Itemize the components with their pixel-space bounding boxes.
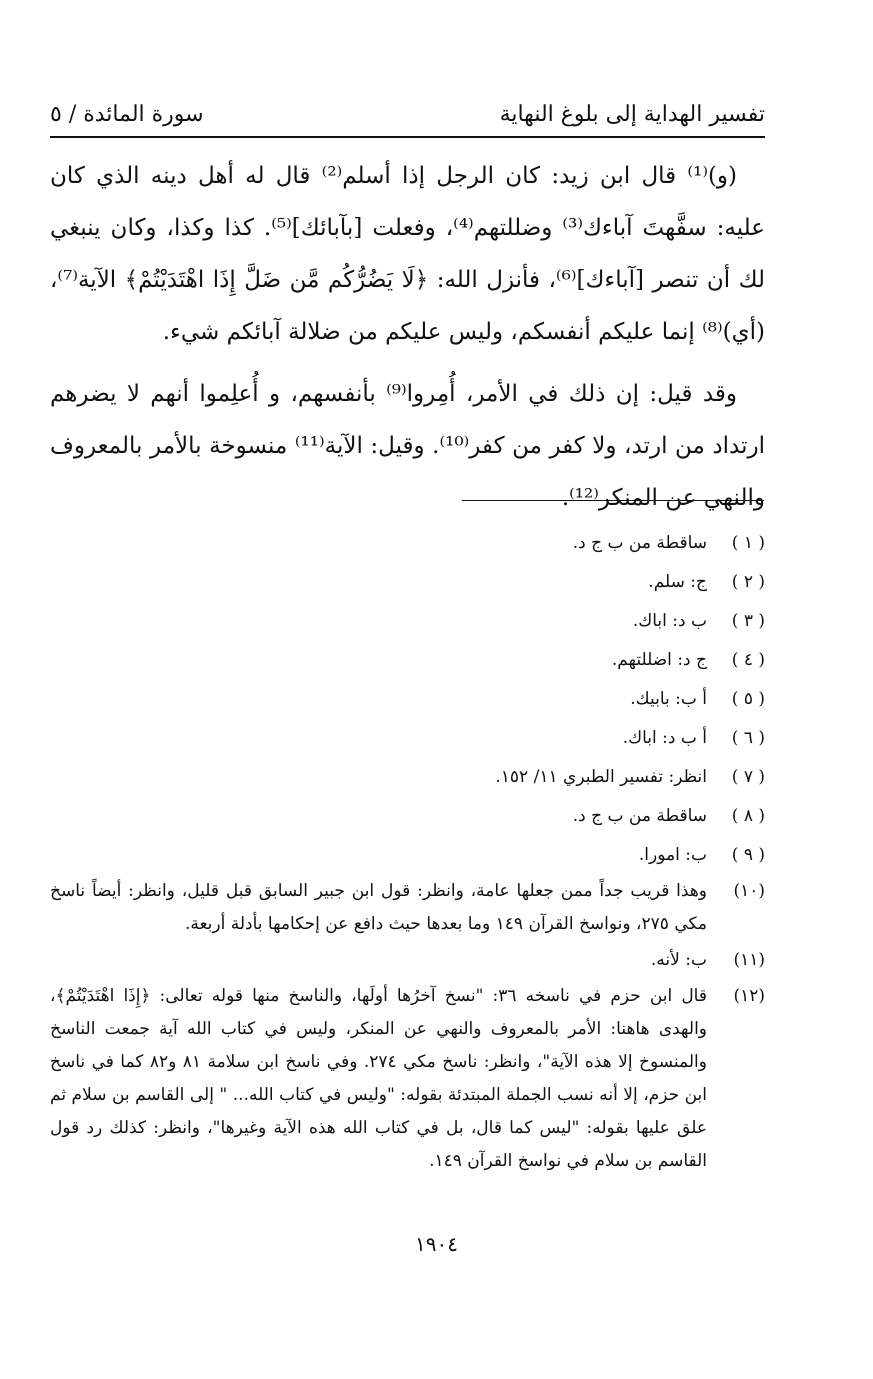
footnote-number: ( ١ ) bbox=[731, 533, 765, 553]
footnote-text: وهذا قريب جداً ممن جعلها عامة، وانظر: قول ابن جبير السابق قبل قليل، وانظر: أيضاً ناسخ مكي ٢٧٥، ونواسخ القرآن ١٤٩ وما بعدها حيث دافع عن إحكامها بأدلة أربعة. bbox=[50, 881, 707, 934]
footnote-number: ( ٦ ) bbox=[731, 728, 765, 748]
footnote bbox=[50, 758, 765, 797]
footnote-text: أ ب: بابيك. bbox=[630, 689, 707, 709]
footnote bbox=[50, 875, 765, 941]
footnote-number: ( ٧ ) bbox=[731, 767, 765, 787]
footnote-number: ( ٥ ) bbox=[731, 689, 765, 709]
paragraph: (و)⁽¹⁾ قال ابن زيد: كان الرجل إذا أسلم⁽²⁾ قال له أهل دينه الذي كان عليه: سفَّهتَ آباءك⁽³⁾ وضللتهم⁽⁴⁾، وفعلت [بآبائك]⁽⁵⁾. كذا وكذا، وكان ينبغي لك أن تنصر [آباءك]⁽⁶⁾، فأنزل الله: ﴿لَا يَضُرُّكُم مَّن ضَلَّ إِذَا اهْتَدَيْتُمْ﴾ الآية⁽⁷⁾، (أي)⁽⁸⁾ إنما عليكم أنفسكم، وليس عليكم من ضلالة آبائكم شيء. bbox=[50, 163, 766, 345]
footnote-number: ( ٨ ) bbox=[731, 806, 765, 826]
footnote-text: ب: لأنه. bbox=[650, 950, 707, 970]
footnote-number: ( ٣ ) bbox=[731, 611, 765, 631]
footnote-number: (١١) bbox=[733, 950, 765, 970]
main-text bbox=[50, 150, 765, 524]
paragraph: وقد قيل: إن ذلك في الأمر، أُمِروا⁽⁹⁾ بأنفسهم، و أُعلِموا أنهم لا يضرهم ارتداد من ارتد، ولا كفر من كفر⁽¹⁰⁾. وقيل: الآية⁽¹¹⁾ منسوخة بالأمر بالمعروف والنهي عن المنكر⁽¹²⁾. bbox=[50, 381, 765, 511]
surah-label: سورة المائدة / ٥ bbox=[50, 102, 204, 127]
footnote bbox=[50, 680, 765, 719]
footnote bbox=[50, 836, 765, 875]
footnote-text: ب د: اباك. bbox=[632, 611, 707, 631]
footnote-text: ساقطة من ب ج د. bbox=[572, 806, 707, 826]
footnote-number: (١٢) bbox=[733, 986, 765, 1006]
footnote-text: ب: امورا. bbox=[638, 845, 707, 865]
footnote bbox=[50, 719, 765, 758]
footnote-text: ساقطة من ب ج د. bbox=[572, 533, 707, 553]
footnote bbox=[50, 602, 765, 641]
footnote bbox=[50, 641, 765, 680]
footnote-number: ( ٤ ) bbox=[731, 650, 765, 670]
book-title: تفسير الهداية إلى بلوغ النهاية bbox=[499, 102, 765, 127]
footnotes bbox=[50, 524, 765, 1178]
footnote bbox=[50, 797, 765, 836]
footnote bbox=[50, 980, 765, 1178]
footnote-separator bbox=[462, 500, 764, 501]
running-header bbox=[50, 98, 765, 138]
footnote-text: ج: سلم. bbox=[648, 572, 707, 592]
footnote-text: أ ب د: اباك. bbox=[622, 728, 707, 748]
footnote bbox=[50, 941, 765, 980]
footnote-text: انظر: تفسير الطبري ١١/ ١٥٢. bbox=[495, 767, 707, 787]
page-number: ١٩٠٤ bbox=[415, 1232, 458, 1256]
footnote-number: (١٠) bbox=[733, 881, 765, 901]
footnote-text: ج د: اضللتهم. bbox=[611, 650, 707, 670]
footnote-text: قال ابن حزم في ناسخه ٣٦: "نسخ آخرُها أولَها، والناسخ منها قوله تعالى: ﴿إِذَا اهْتَدَيْتُمْ﴾، والهدى هاهنا: الأمر بالمعروف والنهي عن المنكر، وليس في كتاب الله آية جمعت الناسخ والمنسوخ إلا هذه الآية"، وانظر: ناسخ مكي ٢٧٤. وفي ناسخ ابن سلامة ٨١ و٨٢ كما في ناسخ ابن حزم، إلا أنه نسب الجملة المبتدئة بقوله: "وليس في كتاب الله... " إلى القاسم بن سلام ثم علق عليها بقوله: "ليس كما قال، بل في كتاب الله هذه الآية وغيرها"، وانظر: كذلك رد قول القاسم بن سلام في نواسخ القرآن ١٤٩. bbox=[50, 986, 707, 1171]
footnote bbox=[50, 563, 765, 602]
footnote-number: ( ٢ ) bbox=[731, 572, 765, 592]
footnote bbox=[50, 524, 765, 563]
footnote-number: ( ٩ ) bbox=[731, 845, 765, 865]
